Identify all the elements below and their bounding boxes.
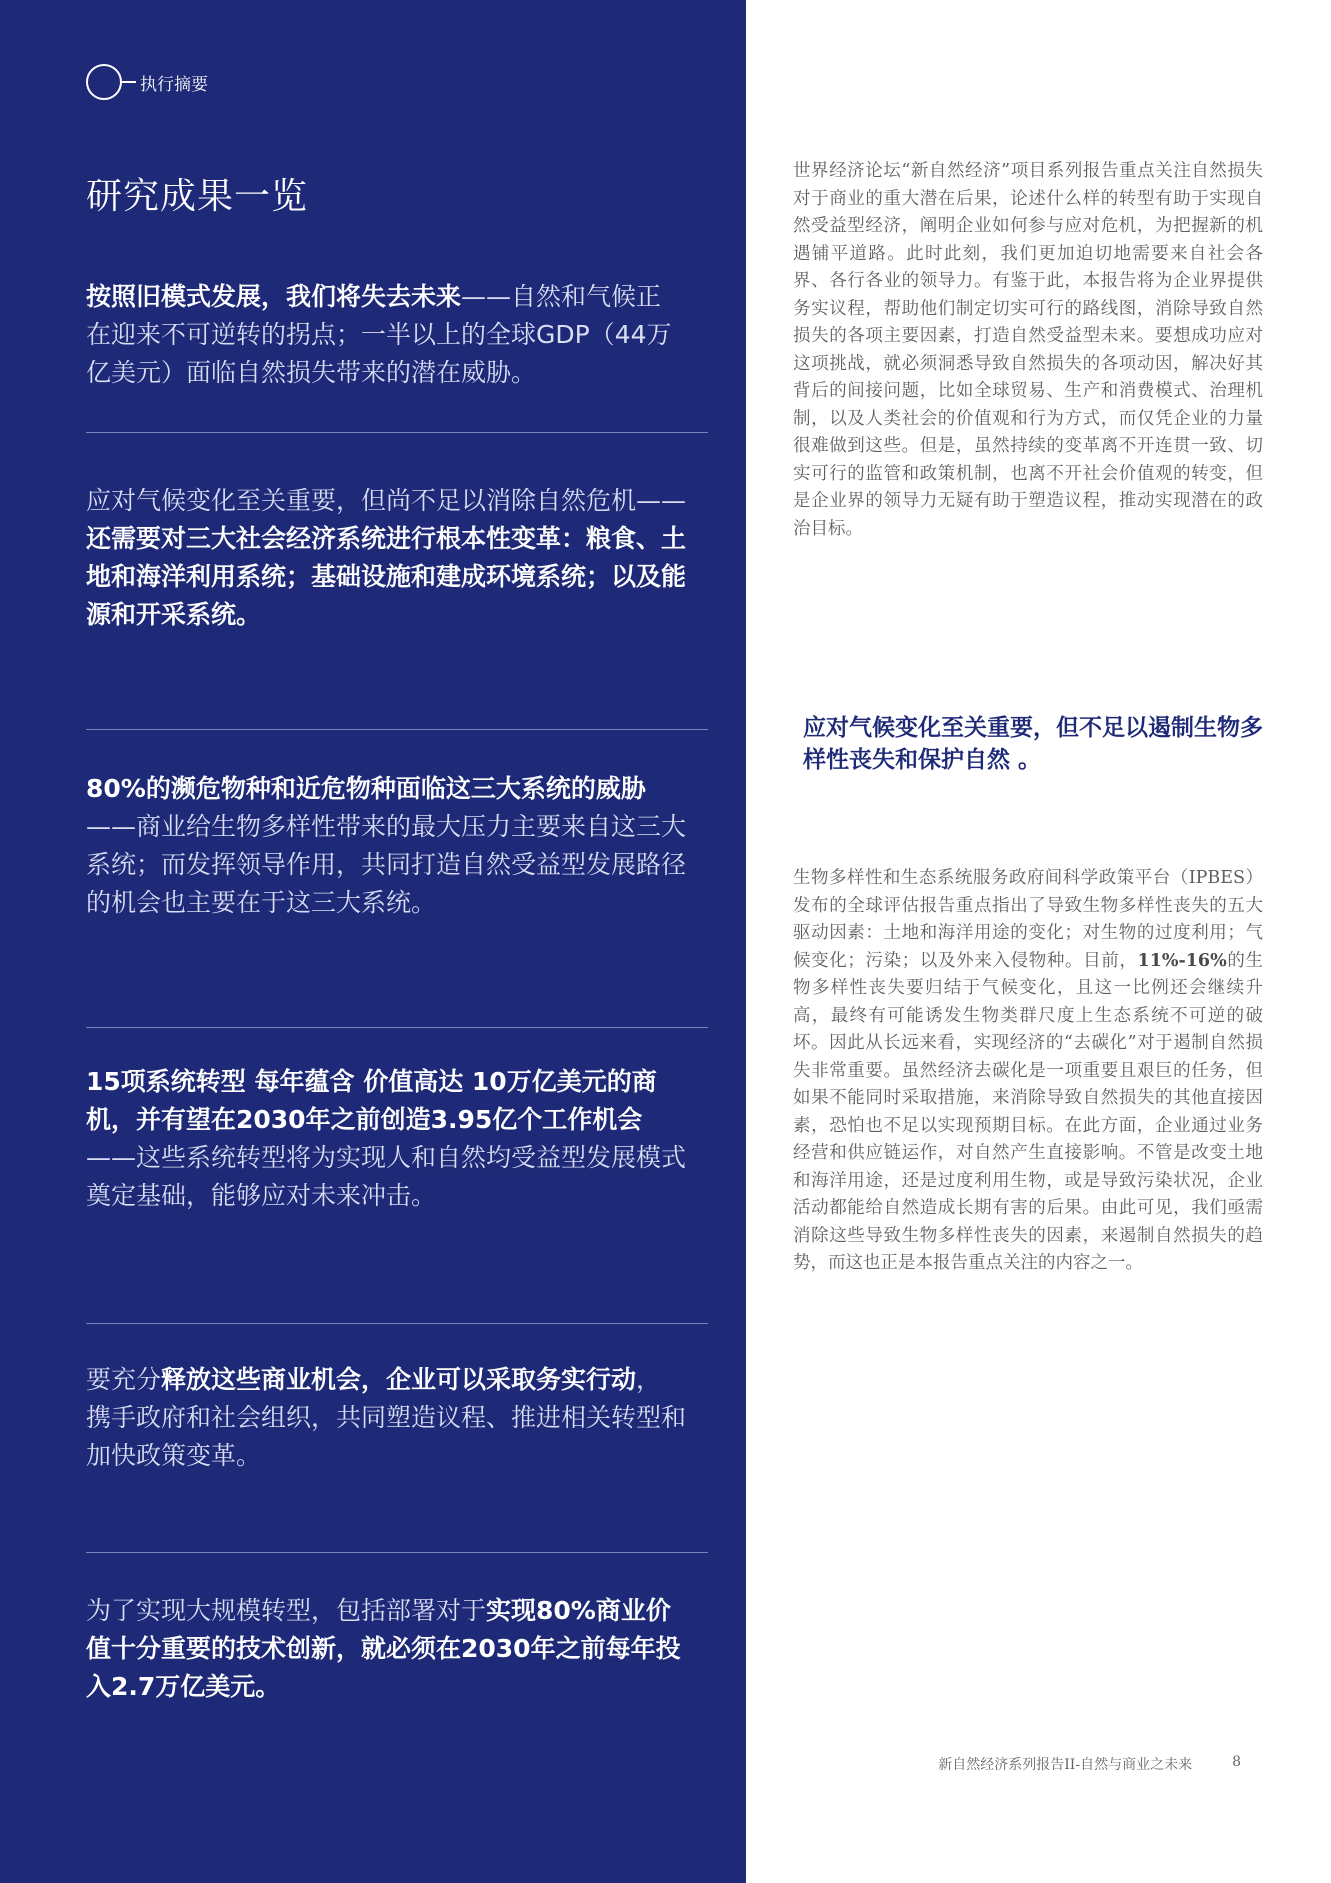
finding-1-bold: 按照旧模式发展，我们将失去未来	[86, 282, 462, 311]
callout-quote: 应对气候变化至关重要，但不足以遏制生物多样性丧失和保护自然 。	[803, 715, 1263, 773]
finding-3-light: ——商业给生物多样性带来的最大压力主要来自这三大系统；而发挥领导作用，共同打造自然受益型发展路径的机会也主要在于这三大系统。	[86, 812, 687, 917]
section-header	[86, 62, 208, 102]
intro-paragraph: 世界经济论坛“新自然经济”项目系列报告重点关注自然损失对于商业的重大潜在后果，论述什么样的转型有助于实现自然受益型经济，阐明企业如何参与应对危机，为把握新的机遇铺平道路。此时此刻，我们更加迫切地需要来自社会各界、各行各业的领导力。有鉴于此，本报告将为企业界提供务实议程，帮助他们制定切实可行的路线图，消除导致自然损失的各项主要因素，打造自然受益型未来。要想成功应对这项挑战，就必须洞悉导致自然损失的各项动因，解决好其背后的间接问题，比如全球贸易、生产和消费模式、治理机制，以及人类社会的价值观和行为方式，而仅凭企业的力量很难做到这些。但是，虽然持续的变革离不开连贯一致、切实可行的监管和政策机制，也离不开社会价值观的转变，但是企业界的领导力无疑有助于塑造议程，推动实现潜在的政治目标。	[793, 161, 1263, 539]
biodiversity-paragraph	[793, 865, 1263, 1278]
page-number: 8	[1232, 1754, 1241, 1770]
finding-5	[86, 1361, 686, 1475]
divider	[86, 1552, 708, 1553]
circle-icon	[86, 64, 122, 100]
finding-2-light: 应对气候变化至关重要，但尚不足以消除自然危机——	[86, 486, 687, 515]
page-title: 研究成果一览	[86, 176, 309, 217]
finding-5-light-a: 要充分	[86, 1365, 162, 1394]
finding-4-light: ——这些系统转型将为实现人和自然均受益型发展模式奠定基础，能够应对未来冲击。	[86, 1143, 687, 1210]
header-dash	[122, 81, 136, 83]
finding-6-bold: 实现80%商业价值十分重要的技术创新，就必须在2030年之前每年投入2.7万亿美元。	[86, 1596, 681, 1701]
report-name: 新自然经济系列报告II-自然与商业之未来	[938, 1757, 1193, 1773]
finding-3-bold: 80%的濒危物种和近危物种面临这三大系统的威胁	[86, 774, 646, 803]
finding-2	[86, 482, 686, 634]
biodiversity-text-a: 生物多样性和生态系统服务政府间科学政策平台（IPBES）发布的全球评估报告重点指出了导致生物多样性丧失的五大驱动因素：土地和海洋用途的变化；对生物的过度利用；气候变化；污染；以及外来入侵物种。目前，	[793, 868, 1263, 971]
finding-4-bold: 15项系统转型 每年蕴含 价值高达 10万亿美元的商机，并有望在2030年之前创造3.95亿个工作机会	[86, 1067, 657, 1134]
finding-1	[86, 278, 686, 392]
divider	[86, 1323, 708, 1324]
finding-5-bold: 释放这些商业机会，企业可以采取务实行动	[161, 1365, 637, 1394]
biodiversity-stat: 11%-16%	[1137, 950, 1227, 971]
finding-6-light: 为了实现大规模转型，包括部署对于	[86, 1596, 487, 1625]
divider	[86, 729, 708, 730]
finding-2-bold: 还需要对三大社会经济系统进行根本性变革：粮食、土地和海洋利用系统；基础设施和建成环境系统；以及能源和开采系统。	[86, 524, 687, 629]
biodiversity-text-b: 的生物多样性丧失要归结于气候变化，且这一比例还会继续升高，最终有可能诱发生物类群尺度上生态系统不可逆的破坏。因此从长远来看，实现经济的“去碳化”对于遏制自然损失非常重要。虽然经济去碳化是一项重要且艰巨的任务，但如果不能同时采取措施，来消除导致自然损失的其他直接因素，恐怕也不足以实现预期目标。在此方面，企业通过业务经营和供应链运作，对自然产生直接影响。不管是改变土地和海洋用途，还是过度利用生物，或是导致污染状况，企业活动都能给自然造成长期有害的后果。由此可见，我们亟需消除这些导致生物多样性丧失的因素，来遏制自然损失的趋势，而这也正是本报告重点关注的内容之一。	[793, 950, 1264, 1273]
finding-3	[86, 770, 686, 922]
page-footer	[938, 1754, 1241, 1774]
finding-4	[86, 1063, 686, 1215]
divider	[86, 1027, 708, 1028]
divider	[86, 432, 708, 433]
section-label: 执行摘要	[140, 74, 208, 95]
finding-1-light: ——自然和气候正在迎来不可逆转的拐点；一半以上的全球GDP（44万亿美元）面临自然损失带来的潜在威胁。	[86, 282, 672, 387]
finding-6	[86, 1592, 686, 1706]
finding-5-light-b: ，携手政府和社会组织，共同塑造议程、推进相关转型和加快政策变革。	[86, 1365, 687, 1470]
